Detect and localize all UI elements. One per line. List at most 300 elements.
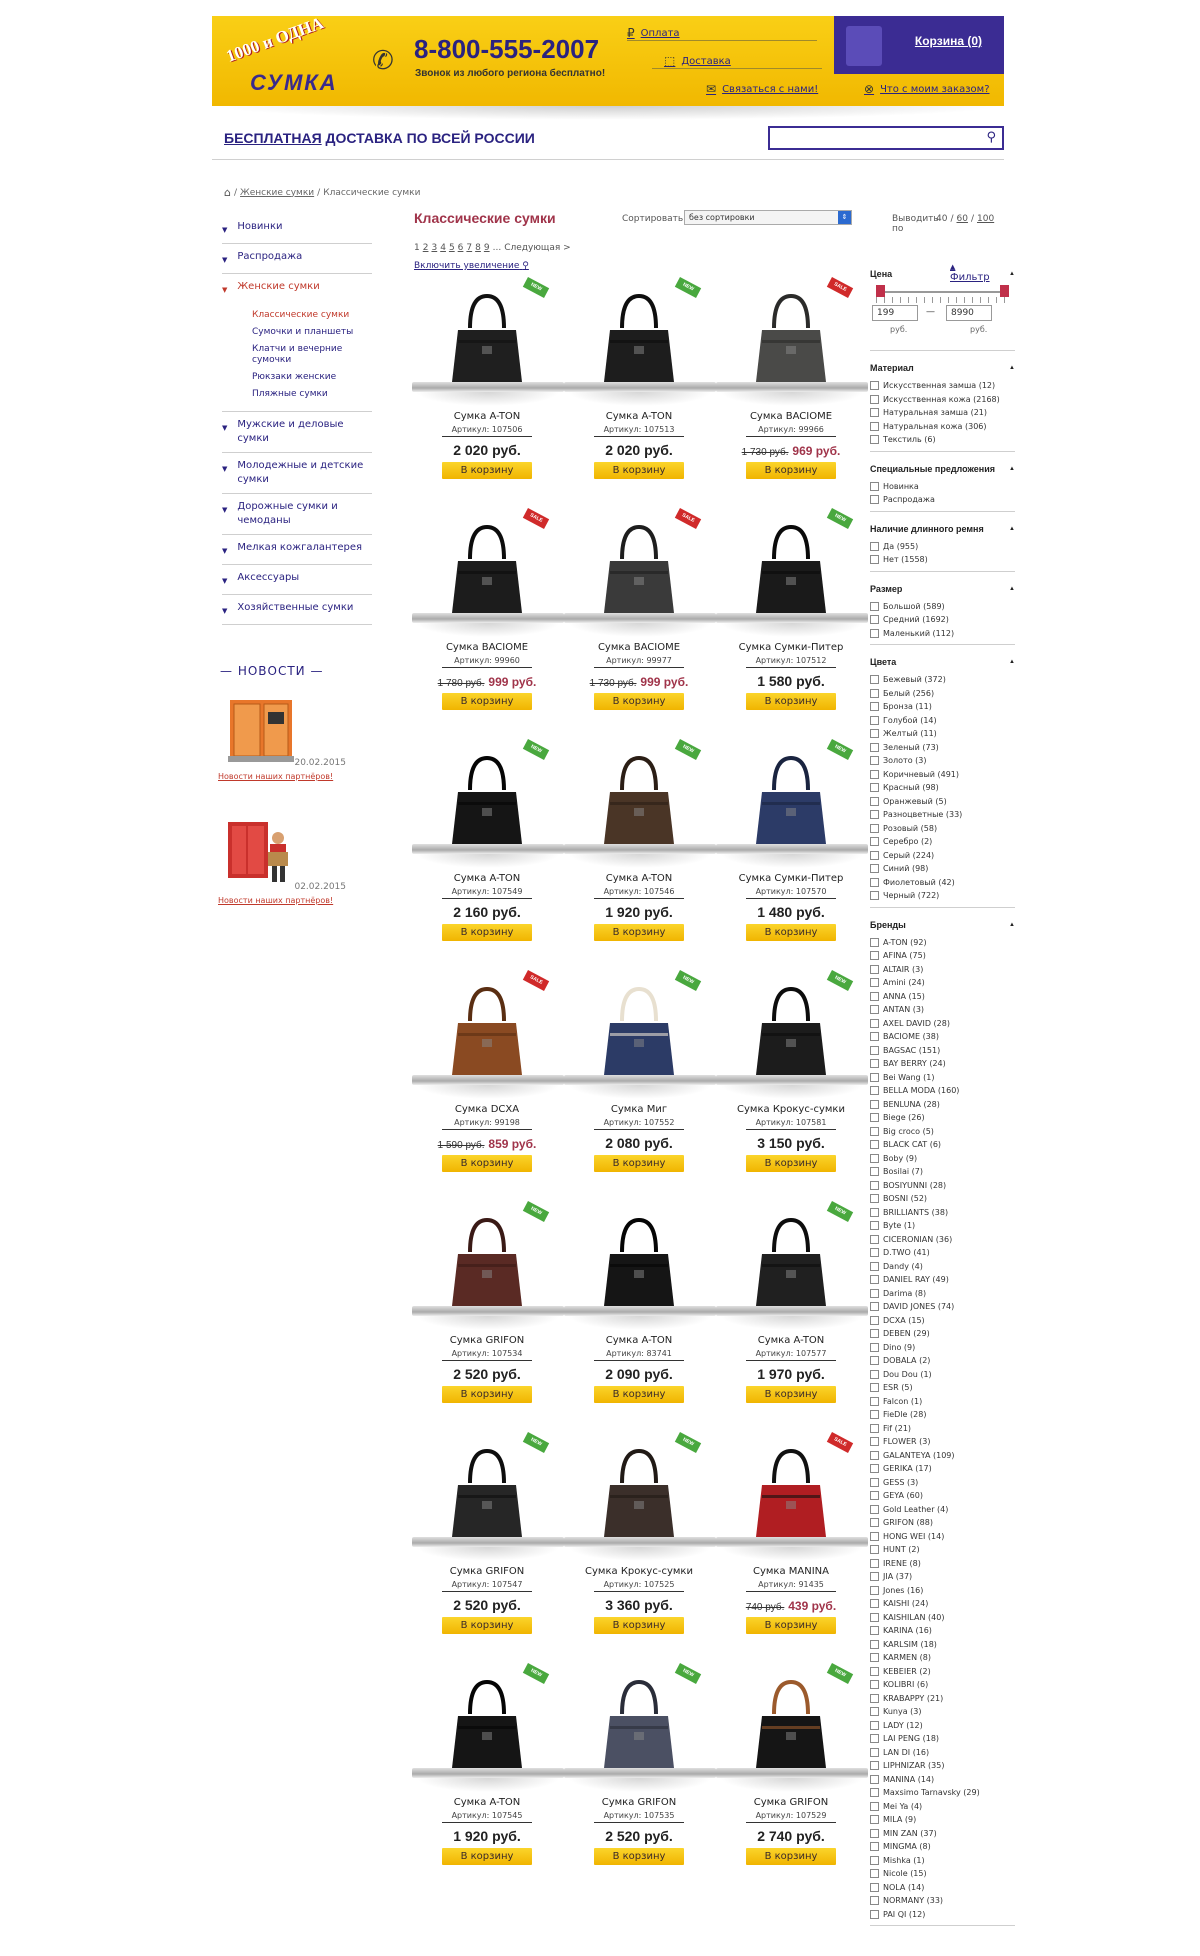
- filter-option[interactable]: [870, 1476, 1015, 1490]
- product-name[interactable]: Сумка Крокус-сумки: [585, 1566, 693, 1577]
- page-link[interactable]: 4: [440, 243, 446, 253]
- filter-option[interactable]: [870, 1017, 1015, 1031]
- filter-option[interactable]: [870, 1827, 1015, 1841]
- checkbox[interactable]: [870, 1626, 879, 1635]
- checkbox[interactable]: [870, 1532, 879, 1541]
- product-name[interactable]: Сумка A-TON: [453, 873, 521, 884]
- filter-option[interactable]: [870, 1395, 1015, 1409]
- checkbox[interactable]: [870, 1127, 879, 1136]
- slider-min-handle[interactable]: [876, 285, 885, 297]
- checkbox[interactable]: [870, 1410, 879, 1419]
- order-status-link[interactable]: [864, 82, 990, 96]
- filter-option[interactable]: [870, 1557, 1015, 1571]
- product-name[interactable]: Сумка GRIFON: [449, 1335, 525, 1346]
- product-image[interactable]: [442, 981, 532, 1081]
- checkbox[interactable]: [870, 1883, 879, 1892]
- checkbox[interactable]: [870, 783, 879, 792]
- filter-option[interactable]: [870, 687, 1015, 701]
- checkbox[interactable]: [870, 1154, 879, 1163]
- sidebar-item-women-bags[interactable]: [222, 274, 372, 303]
- per-page-100[interactable]: 100: [977, 214, 995, 224]
- contact-link[interactable]: [706, 82, 818, 96]
- filter-option[interactable]: [870, 1692, 1015, 1706]
- filter-option[interactable]: [870, 673, 1015, 687]
- caret-up-icon[interactable]: ▲: [1009, 659, 1015, 665]
- checkbox[interactable]: [870, 1896, 879, 1905]
- filter-option[interactable]: [870, 795, 1015, 809]
- product-image[interactable]: [442, 1212, 532, 1312]
- product-image[interactable]: [746, 519, 836, 619]
- checkbox[interactable]: [870, 1356, 879, 1365]
- checkbox[interactable]: [870, 1518, 879, 1527]
- filter-option[interactable]: [870, 1705, 1015, 1719]
- add-to-cart-button[interactable]: В корзину: [594, 1386, 684, 1403]
- checkbox[interactable]: [870, 482, 879, 491]
- filter-option[interactable]: [870, 889, 1015, 903]
- filter-option[interactable]: [870, 1246, 1015, 1260]
- product-name[interactable]: Сумка Сумки-Питер: [738, 873, 844, 884]
- product-card[interactable]: [412, 509, 562, 734]
- checkbox[interactable]: [870, 381, 879, 390]
- delivery-link[interactable]: [664, 54, 731, 68]
- filter-option[interactable]: [870, 1840, 1015, 1854]
- filter-option[interactable]: [870, 1314, 1015, 1328]
- checkbox[interactable]: [870, 435, 879, 444]
- filter-option[interactable]: [870, 1125, 1015, 1139]
- filter-option[interactable]: [870, 1341, 1015, 1355]
- checkbox[interactable]: [870, 615, 879, 624]
- checkbox[interactable]: [870, 1559, 879, 1568]
- product-card[interactable]: [564, 1664, 714, 1889]
- subcategory-backpacks[interactable]: Рюкзаки женские: [252, 372, 337, 382]
- zoom-toggle[interactable]: [414, 261, 529, 271]
- checkbox[interactable]: [870, 1667, 879, 1676]
- add-to-cart-button[interactable]: В корзину: [442, 693, 532, 710]
- filter-option[interactable]: [870, 393, 1015, 407]
- filter-option[interactable]: [870, 1611, 1015, 1625]
- product-card[interactable]: [412, 971, 562, 1196]
- filter-option[interactable]: [870, 1800, 1015, 1814]
- filter-option[interactable]: [870, 1381, 1015, 1395]
- filter-option[interactable]: [870, 1503, 1015, 1517]
- checkbox[interactable]: [870, 689, 879, 698]
- add-to-cart-button[interactable]: В корзину: [746, 1386, 836, 1403]
- product-card[interactable]: [564, 509, 714, 734]
- subcategory-beach[interactable]: Пляжные сумки: [252, 389, 328, 399]
- payment-link[interactable]: [627, 26, 680, 40]
- checkbox[interactable]: [870, 408, 879, 417]
- checkbox[interactable]: [870, 1680, 879, 1689]
- checkbox[interactable]: [870, 1370, 879, 1379]
- checkbox[interactable]: [870, 1775, 879, 1784]
- product-card[interactable]: [412, 278, 562, 503]
- add-to-cart-button[interactable]: В корзину: [442, 1155, 532, 1172]
- filter-option[interactable]: [870, 876, 1015, 890]
- filter-option[interactable]: [870, 1044, 1015, 1058]
- filter-option[interactable]: [870, 741, 1015, 755]
- checkbox[interactable]: [870, 1221, 879, 1230]
- filter-option[interactable]: [870, 1678, 1015, 1692]
- checkbox[interactable]: [870, 1829, 879, 1838]
- caret-up-icon[interactable]: ▲: [1009, 921, 1015, 928]
- sidebar-item-accessories[interactable]: [222, 565, 372, 595]
- checkbox[interactable]: [870, 837, 879, 846]
- product-card[interactable]: [412, 1433, 562, 1658]
- filter-option[interactable]: [870, 1057, 1015, 1071]
- product-image[interactable]: [442, 288, 532, 388]
- page-link[interactable]: 2: [422, 243, 429, 253]
- checkbox[interactable]: [870, 810, 879, 819]
- product-image[interactable]: [442, 750, 532, 850]
- checkbox[interactable]: [870, 1032, 879, 1041]
- filter-option[interactable]: [870, 1665, 1015, 1679]
- product-image[interactable]: [442, 519, 532, 619]
- filter-option[interactable]: [870, 1894, 1015, 1908]
- page-current[interactable]: 1: [414, 243, 420, 253]
- caret-up-icon[interactable]: ▲: [1009, 365, 1015, 371]
- page-link[interactable]: 6: [457, 243, 464, 253]
- slider-max-handle[interactable]: [1000, 285, 1009, 297]
- checkbox[interactable]: [870, 743, 879, 752]
- filter-option[interactable]: [870, 1111, 1015, 1125]
- filter-option[interactable]: [870, 1638, 1015, 1652]
- per-page-60[interactable]: 60: [956, 214, 968, 224]
- checkbox[interactable]: [870, 1167, 879, 1176]
- filter-option[interactable]: [870, 963, 1015, 977]
- subcategory-classic[interactable]: Классические сумки: [252, 310, 350, 320]
- checkbox[interactable]: [870, 864, 879, 873]
- filter-option[interactable]: [870, 714, 1015, 728]
- add-to-cart-button[interactable]: В корзину: [594, 462, 684, 479]
- checkbox[interactable]: [870, 851, 879, 860]
- product-image[interactable]: [746, 1674, 836, 1774]
- checkbox[interactable]: [870, 1275, 879, 1284]
- product-image[interactable]: [746, 288, 836, 388]
- checkbox[interactable]: [870, 1451, 879, 1460]
- filter-option[interactable]: [870, 600, 1015, 614]
- filter-option[interactable]: [870, 553, 1015, 567]
- add-to-cart-button[interactable]: В корзину: [746, 924, 836, 941]
- filter-option[interactable]: [870, 976, 1015, 990]
- checkbox[interactable]: [870, 1329, 879, 1338]
- checkbox[interactable]: [870, 1140, 879, 1149]
- checkbox[interactable]: [870, 1869, 879, 1878]
- checkbox[interactable]: [870, 1572, 879, 1581]
- add-to-cart-button[interactable]: В корзину: [746, 1617, 836, 1634]
- page-link[interactable]: 5: [448, 243, 455, 253]
- checkbox[interactable]: [870, 555, 879, 564]
- product-image[interactable]: [594, 1443, 684, 1543]
- sort-select[interactable]: [684, 210, 852, 225]
- checkbox[interactable]: [870, 1397, 879, 1406]
- filter-option[interactable]: [870, 1165, 1015, 1179]
- product-name[interactable]: Сумка Крокус-сумки: [737, 1104, 845, 1115]
- breadcrumb-women-bags[interactable]: Женские сумки: [240, 187, 315, 198]
- filter-option[interactable]: [870, 936, 1015, 950]
- parcel-locker-image[interactable]: [224, 692, 298, 766]
- product-image[interactable]: [594, 519, 684, 619]
- filter-option[interactable]: [870, 1368, 1015, 1382]
- checkbox[interactable]: [870, 1545, 879, 1554]
- checkbox[interactable]: [870, 1640, 879, 1649]
- filter-option[interactable]: [870, 1287, 1015, 1301]
- filter-option[interactable]: [870, 1273, 1015, 1287]
- product-image[interactable]: [442, 1443, 532, 1543]
- filter-option[interactable]: [870, 808, 1015, 822]
- per-page-40[interactable]: 40: [936, 214, 948, 224]
- checkbox[interactable]: [870, 1586, 879, 1595]
- cart-button[interactable]: [834, 16, 1004, 74]
- product-card[interactable]: [716, 1433, 866, 1658]
- product-image[interactable]: [746, 1212, 836, 1312]
- checkbox[interactable]: [870, 992, 879, 1001]
- filter-option[interactable]: [870, 1408, 1015, 1422]
- filter-option[interactable]: [870, 1624, 1015, 1638]
- filter-option[interactable]: [870, 1138, 1015, 1152]
- filter-option[interactable]: [870, 1773, 1015, 1787]
- product-card[interactable]: [716, 278, 866, 503]
- subcategory-clutches[interactable]: Клатчи и вечерние сумочки: [252, 344, 343, 365]
- product-name[interactable]: Сумка BACIOME: [749, 411, 833, 422]
- filter-option[interactable]: [870, 1908, 1015, 1922]
- add-to-cart-button[interactable]: В корзину: [746, 693, 836, 710]
- price-to-input[interactable]: 8990: [946, 305, 992, 321]
- filter-option[interactable]: [870, 1462, 1015, 1476]
- checkbox[interactable]: [870, 1086, 879, 1095]
- product-name[interactable]: Сумка Миг: [610, 1104, 668, 1115]
- filter-option[interactable]: [870, 949, 1015, 963]
- checkbox[interactable]: [870, 1599, 879, 1608]
- checkbox[interactable]: [870, 965, 879, 974]
- product-card[interactable]: [716, 971, 866, 1196]
- filter-option[interactable]: [870, 727, 1015, 741]
- product-card[interactable]: [564, 1202, 714, 1427]
- checkbox[interactable]: [870, 1194, 879, 1203]
- checkbox[interactable]: [870, 824, 879, 833]
- filter-option[interactable]: [870, 1327, 1015, 1341]
- filter-option[interactable]: [870, 1813, 1015, 1827]
- banner-free[interactable]: БЕСПЛАТНАЯ: [224, 130, 322, 146]
- checkbox[interactable]: [870, 629, 879, 638]
- filter-option[interactable]: [870, 1570, 1015, 1584]
- sidebar-item-household[interactable]: [222, 595, 372, 625]
- checkbox[interactable]: [870, 1856, 879, 1865]
- filter-option[interactable]: [870, 1354, 1015, 1368]
- filter-option[interactable]: [870, 700, 1015, 714]
- checkbox[interactable]: [870, 1734, 879, 1743]
- filter-option[interactable]: [870, 1152, 1015, 1166]
- sidebar-item-men[interactable]: [222, 412, 372, 453]
- filter-option[interactable]: [870, 1543, 1015, 1557]
- checkbox[interactable]: [870, 1208, 879, 1217]
- filter-option[interactable]: [870, 1219, 1015, 1233]
- filter-option[interactable]: [870, 1746, 1015, 1760]
- sidebar-item-youth[interactable]: [222, 453, 372, 494]
- product-name[interactable]: Сумка Сумки-Питер: [738, 642, 844, 653]
- checkbox[interactable]: [870, 1478, 879, 1487]
- filter-option[interactable]: [870, 1206, 1015, 1220]
- filter-option[interactable]: [870, 1867, 1015, 1881]
- checkbox[interactable]: [870, 1613, 879, 1622]
- product-name[interactable]: Сумка A-TON: [453, 1797, 521, 1808]
- logo[interactable]: [222, 13, 342, 102]
- filter-option[interactable]: [870, 849, 1015, 863]
- checkbox[interactable]: [870, 1707, 879, 1716]
- checkbox[interactable]: [870, 702, 879, 711]
- page-link[interactable]: 9: [483, 243, 490, 253]
- checkbox[interactable]: [870, 1694, 879, 1703]
- checkbox[interactable]: [870, 729, 879, 738]
- filter-option[interactable]: [870, 627, 1015, 641]
- filter-option[interactable]: [870, 1854, 1015, 1868]
- checkbox[interactable]: [870, 1802, 879, 1811]
- checkbox[interactable]: [870, 716, 879, 725]
- product-name[interactable]: Сумка A-TON: [605, 1335, 673, 1346]
- checkbox[interactable]: [870, 1721, 879, 1730]
- checkbox[interactable]: [870, 1005, 879, 1014]
- add-to-cart-button[interactable]: В корзину: [442, 1386, 532, 1403]
- checkbox[interactable]: [870, 1316, 879, 1325]
- filter-option[interactable]: [870, 1881, 1015, 1895]
- product-image[interactable]: [746, 750, 836, 850]
- add-to-cart-button[interactable]: В корзину: [746, 1155, 836, 1172]
- checkbox[interactable]: [870, 1761, 879, 1770]
- checkbox[interactable]: [870, 1653, 879, 1662]
- checkbox[interactable]: [870, 1491, 879, 1500]
- page-link[interactable]: 8: [475, 243, 481, 253]
- checkbox[interactable]: [870, 1748, 879, 1757]
- product-image[interactable]: [746, 1443, 836, 1543]
- add-to-cart-button[interactable]: В корзину: [442, 924, 532, 941]
- checkbox[interactable]: [870, 1019, 879, 1028]
- checkbox[interactable]: [870, 1437, 879, 1446]
- checkbox[interactable]: [870, 1383, 879, 1392]
- price-from-input[interactable]: 199: [872, 305, 918, 321]
- add-to-cart-button[interactable]: В корзину: [442, 1617, 532, 1634]
- product-card[interactable]: [716, 1202, 866, 1427]
- subcategory-purses[interactable]: Сумочки и планшеты: [252, 327, 354, 337]
- product-name[interactable]: Сумка A-TON: [453, 411, 521, 422]
- product-name[interactable]: Сумка DCXA: [454, 1104, 520, 1115]
- filter-option[interactable]: [870, 1003, 1015, 1017]
- product-card[interactable]: [716, 740, 866, 965]
- checkbox[interactable]: [870, 1505, 879, 1514]
- product-card[interactable]: [564, 971, 714, 1196]
- checkbox[interactable]: [870, 1343, 879, 1352]
- filter-option[interactable]: [870, 1530, 1015, 1544]
- page-link[interactable]: 7: [466, 243, 473, 253]
- checkbox[interactable]: [870, 1788, 879, 1797]
- product-name[interactable]: Сумка GRIFON: [601, 1797, 677, 1808]
- checkbox[interactable]: [870, 1289, 879, 1298]
- filter-option[interactable]: [870, 1071, 1015, 1085]
- filter-option[interactable]: [870, 1759, 1015, 1773]
- checkbox[interactable]: [870, 1464, 879, 1473]
- add-to-cart-button[interactable]: В корзину: [442, 1848, 532, 1865]
- product-image[interactable]: [594, 750, 684, 850]
- add-to-cart-button[interactable]: В корзину: [442, 462, 532, 479]
- filter-option[interactable]: [870, 540, 1015, 554]
- filter-option[interactable]: [870, 862, 1015, 876]
- caret-up-icon[interactable]: ▲: [1009, 525, 1015, 532]
- checkbox[interactable]: [870, 891, 879, 900]
- checkbox[interactable]: [870, 675, 879, 684]
- add-to-cart-button[interactable]: В корзину: [594, 1617, 684, 1634]
- product-image[interactable]: [442, 1674, 532, 1774]
- filter-option[interactable]: [870, 420, 1015, 434]
- checkbox[interactable]: [870, 1262, 879, 1271]
- filter-option[interactable]: [870, 1719, 1015, 1733]
- checkbox[interactable]: [870, 1046, 879, 1055]
- add-to-cart-button[interactable]: В корзину: [594, 1848, 684, 1865]
- checkbox[interactable]: [870, 422, 879, 431]
- product-image[interactable]: [746, 981, 836, 1081]
- sidebar-item-new[interactable]: [222, 214, 372, 244]
- filter-option[interactable]: [870, 990, 1015, 1004]
- product-name[interactable]: Сумка A-TON: [605, 873, 673, 884]
- filter-option[interactable]: [870, 1422, 1015, 1436]
- checkbox[interactable]: [870, 1815, 879, 1824]
- product-card[interactable]: [564, 1433, 714, 1658]
- home-icon[interactable]: ⌂: [224, 186, 231, 199]
- courier-image[interactable]: [224, 816, 298, 890]
- product-image[interactable]: [594, 288, 684, 388]
- sidebar-item-sale[interactable]: [222, 244, 372, 274]
- checkbox[interactable]: [870, 602, 879, 611]
- checkbox[interactable]: [870, 1842, 879, 1851]
- checkbox[interactable]: [870, 1181, 879, 1190]
- filter-option[interactable]: [870, 1030, 1015, 1044]
- checkbox[interactable]: [870, 797, 879, 806]
- filter-option[interactable]: [870, 1732, 1015, 1746]
- checkbox[interactable]: [870, 1113, 879, 1122]
- filter-option[interactable]: [870, 379, 1015, 393]
- checkbox[interactable]: [870, 978, 879, 987]
- checkbox[interactable]: [870, 756, 879, 765]
- filter-option[interactable]: [870, 1449, 1015, 1463]
- filter-option[interactable]: [870, 768, 1015, 782]
- checkbox[interactable]: [870, 1073, 879, 1082]
- caret-up-icon[interactable]: ▲: [1009, 585, 1015, 592]
- checkbox[interactable]: [870, 938, 879, 947]
- filter-option[interactable]: [870, 781, 1015, 795]
- checkbox[interactable]: [870, 1059, 879, 1068]
- filter-option[interactable]: [870, 1084, 1015, 1098]
- filter-option[interactable]: [870, 493, 1015, 507]
- filter-option[interactable]: [870, 1786, 1015, 1800]
- checkbox[interactable]: [870, 1235, 879, 1244]
- page-link[interactable]: Следующая >: [504, 243, 571, 253]
- product-image[interactable]: [594, 1212, 684, 1312]
- news-link[interactable]: Новости наших партнёров!: [218, 772, 334, 781]
- filter-option[interactable]: [870, 1516, 1015, 1530]
- product-image[interactable]: [594, 981, 684, 1081]
- product-image[interactable]: [594, 1674, 684, 1774]
- checkbox[interactable]: [870, 1910, 879, 1919]
- product-card[interactable]: [716, 1664, 866, 1889]
- checkbox[interactable]: [870, 542, 879, 551]
- product-card[interactable]: [412, 740, 562, 965]
- product-card[interactable]: [412, 1202, 562, 1427]
- sidebar-item-travel[interactable]: [222, 494, 372, 535]
- product-name[interactable]: Сумка BACIOME: [445, 642, 529, 653]
- filter-option[interactable]: [870, 1098, 1015, 1112]
- product-name[interactable]: Сумка A-TON: [757, 1335, 825, 1346]
- sidebar-item-leather[interactable]: [222, 535, 372, 565]
- checkbox[interactable]: [870, 1424, 879, 1433]
- filter-option[interactable]: [870, 1435, 1015, 1449]
- add-to-cart-button[interactable]: В корзину: [594, 1155, 684, 1172]
